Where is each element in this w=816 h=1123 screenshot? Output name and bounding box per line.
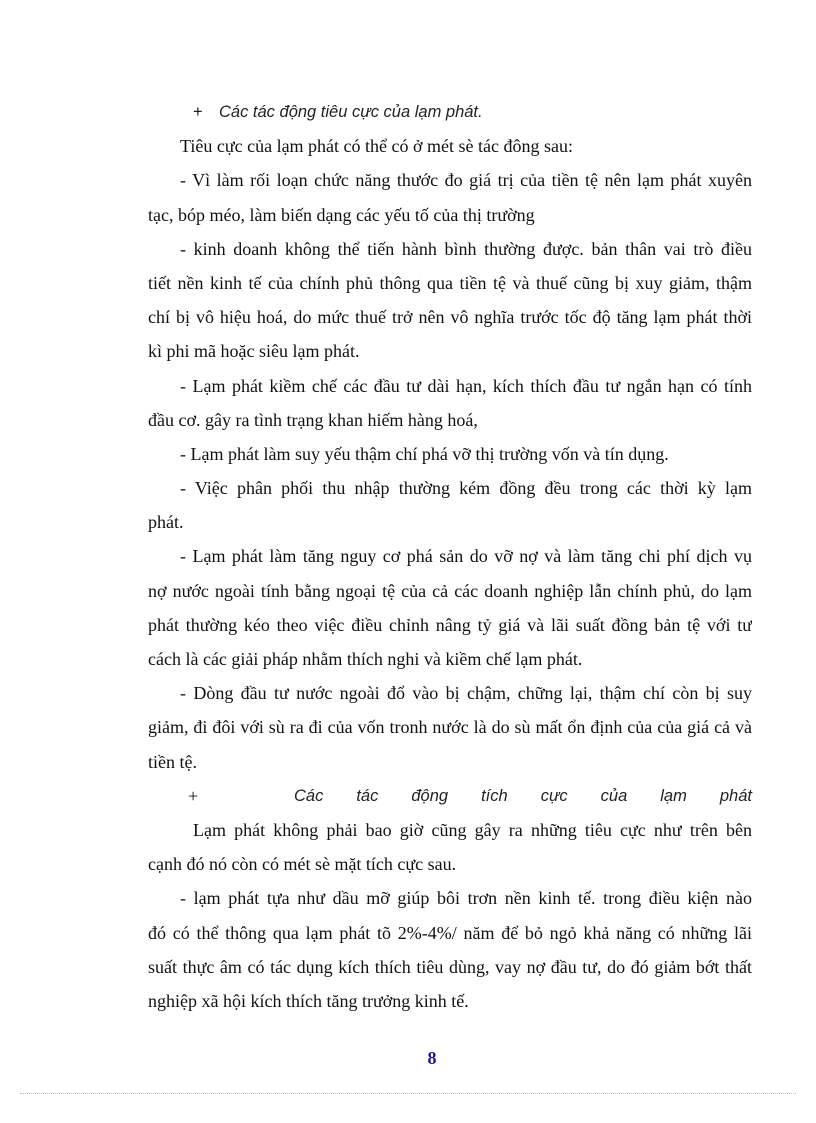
text-line: Lạm phát không phải bao giờ cũng gây ra những tiêu cực như trên bên	[193, 819, 752, 840]
text-line: - Lạm phát làm suy yếu thậm chí phá vỡ thị trường vốn và tín dụng.	[180, 443, 669, 464]
text-line: phát.	[148, 512, 184, 533]
text-line: tạc, bóp méo, làm biến dạng các yếu tố của thị trường	[148, 204, 535, 225]
list-item	[148, 539, 752, 676]
text-line: suất thực âm có tác dụng kích thích tiêu dùng, vay nợ đầu tư, do đó giảm bớt thất	[148, 956, 752, 977]
list-item	[148, 881, 752, 1018]
text-line: giảm, đi đôi với sù ra đi của vốn tronh nước là do sù mất ổn định của của giá cả và	[148, 717, 752, 738]
list-item	[148, 676, 752, 779]
negative-items-list	[148, 163, 752, 778]
page-number: 8	[427, 1048, 437, 1068]
text-line: đầu cơ. gây ra tình trạng khan hiếm hàng hoá,	[148, 409, 478, 430]
text-line: chí bị vô hiệu hoá, do mức thuế trở nên vô nghĩa trước tốc độ tăng lạm phát thời	[148, 307, 752, 328]
text-line: nghiệp xã hội kích thích tăng trưởng kinh tế.	[148, 990, 469, 1011]
text-line: cạnh đó nó còn có mét sè mặt tích cực sau.	[148, 854, 457, 875]
positive-items-list	[148, 881, 752, 1018]
text-line: - Lạm phát kiềm chế các đầu tư dài hạn, kích thích đầu tư ngắn hạn có tính	[180, 375, 752, 396]
heading-text: Các tác động tiêu cực của lạm phát.	[219, 103, 483, 121]
list-item	[148, 437, 752, 471]
text-line: - Việc phân phối thu nhập thường kém đồng đều trong các thời kỳ lạm	[180, 478, 752, 499]
heading-word: phát	[719, 786, 752, 805]
text-line: - Dòng đầu tư nước ngoài đổ vào bị chậm, chững lại, thậm chí còn bị suy	[180, 683, 752, 704]
list-item	[148, 232, 752, 369]
plus-bullet: +	[193, 103, 203, 121]
text-line: - Lạm phát làm tăng nguy cơ phá sản do vỡ nợ và làm tăng chi phí dịch vụ	[180, 546, 752, 567]
text-line: đó có thể thông qua lạm phát tõ 2%-4%/ năm để bỏ ngỏ khả năng có những lãi	[148, 922, 752, 943]
text-line: tiết nền kinh tế của chính phủ thông qua tiền tệ và thuế cũng bị xuy giảm, thậm	[148, 272, 752, 293]
heading-word: cực	[540, 786, 568, 805]
heading-word: của	[600, 786, 628, 805]
text-line: nợ nước ngoài tính bằng ngoại tệ của cả các doanh nghiệp lẫn chính phủ, do lạm	[148, 580, 752, 601]
heading-words	[294, 779, 752, 813]
text-line: - kinh doanh không thể tiến hành bình thường được. bản thân vai trò điều	[180, 238, 752, 259]
text-line: kì phi mã hoặc siêu lạm phát.	[148, 341, 360, 362]
text-line: tiền tệ.	[148, 751, 197, 772]
heading-word: động	[411, 786, 449, 805]
heading-word: Các	[294, 786, 324, 805]
intro-negative: Tiêu cực của lạm phát có thể có ở mét sè tác đông sau:	[180, 136, 573, 157]
heading-negative-effects	[148, 95, 752, 129]
heading-word: tích	[481, 786, 508, 805]
text-line: - Vì làm rối loạn chức năng thước đo giá trị của tiền tệ nên lạm phát xuyên	[180, 170, 752, 191]
heading-word: tác	[356, 786, 379, 805]
plus-bullet: +	[188, 785, 199, 806]
page-footer-divider	[20, 1093, 796, 1094]
heading-word: lạm	[660, 786, 687, 805]
heading-positive-effects	[148, 779, 752, 813]
text-line: - lạm phát tựa như dầu mỡ giúp bôi trơn nền kinh tế. trong điều kiện nào	[180, 888, 752, 909]
list-item	[148, 163, 752, 231]
text-line: cách là các giải pháp nhằm thích nghi và kiềm chế lạm phát.	[148, 649, 583, 669]
list-item	[148, 369, 752, 437]
list-item	[148, 471, 752, 539]
intro-positive	[148, 813, 752, 881]
text-line: phát thường kéo theo việc điều chỉnh nâng tỷ giá và lãi suất đồng bản tệ với tư	[148, 614, 752, 635]
document-body	[148, 95, 752, 1018]
list-item	[148, 813, 752, 881]
